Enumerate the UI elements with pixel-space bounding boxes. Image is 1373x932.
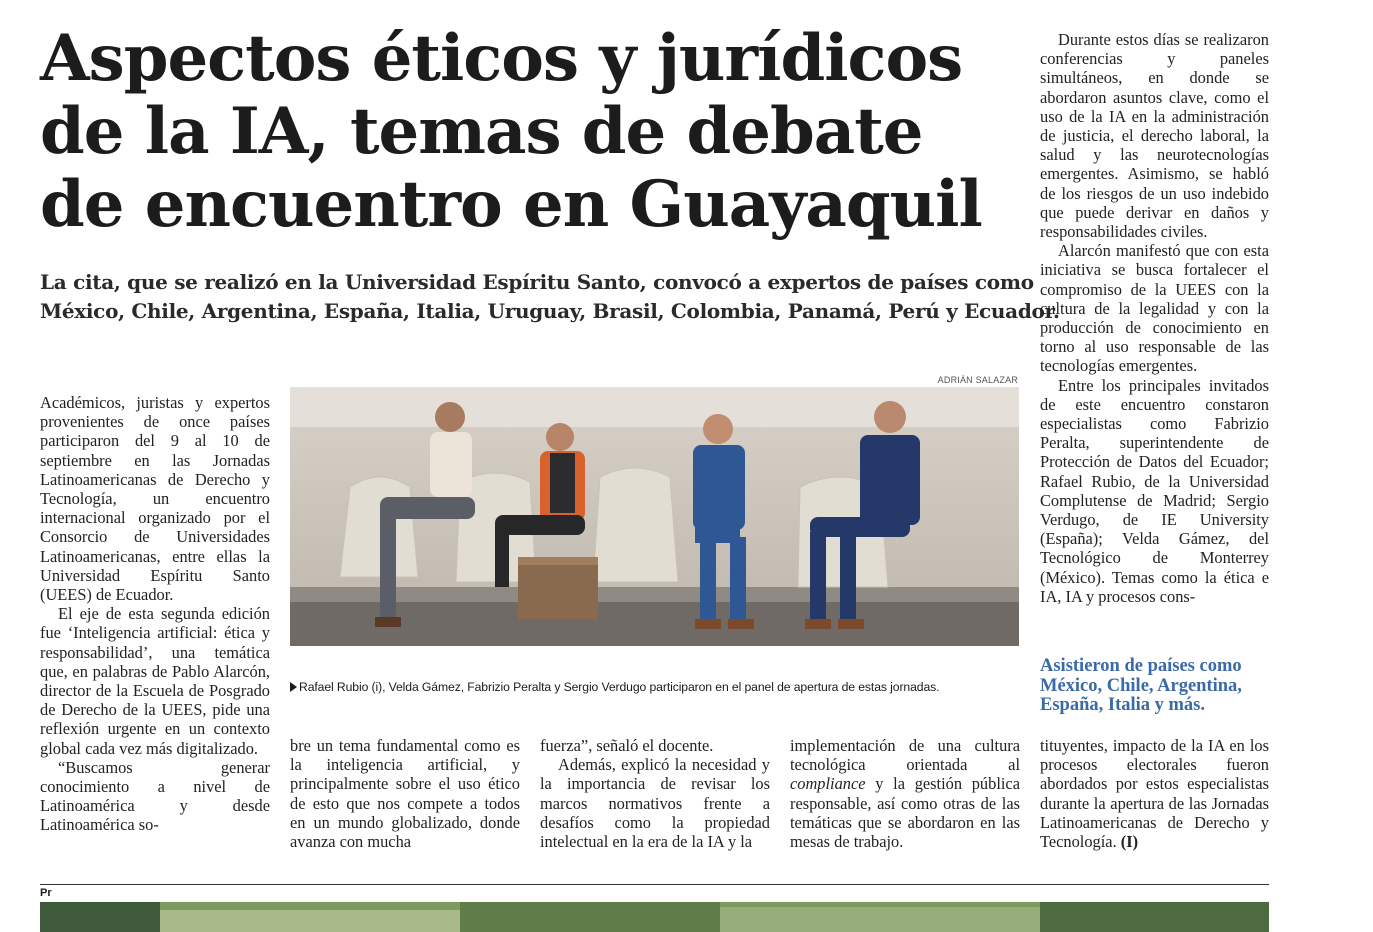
paragraph: Académicos, juristas y expertos provenientes de once países participaron del 9 al 10 de septiembre en las Jornadas Latinoamericanas de Derecho y Tecnología, un encuentro internacional organizado por el Consorcio de Universidades Latinoamericanas, entre ellas la Universidad Espíritu Santo (UEES) de Ecuador.	[40, 393, 270, 605]
pull-quote	[1040, 657, 1280, 716]
pull-quote-line: México, Chile, Argentina,	[1040, 675, 1242, 696]
pull-quote-line: Asistieron de países como	[1040, 656, 1242, 676]
deck-line-1: La cita, que se realizó en la Universidad Espíritu Santo, convocó a expertos de países como	[40, 270, 1034, 294]
paragraph: bre un tema fundamental como es la inteligencia artificial, y principalmente sobre el uso ético de esto que nos compete a todos en un mundo globalizado, donde avanza con mucha	[290, 736, 520, 852]
next-article-photo	[40, 902, 1269, 932]
caption-arrow-icon	[290, 682, 297, 692]
italic-term: compliance	[790, 774, 866, 794]
paragraph	[790, 736, 1020, 851]
caption-text: Rafael Rubio (i), Velda Gámez, Fabrizio Peralta y Sergio Verdugo participaron en el panel de apertura de estas jornadas.	[299, 680, 940, 694]
deck-line-2: México, Chile, Argentina, España, Italia, Uruguay, Brasil, Colombia, Panamá, Perú y Ecuador.	[40, 299, 1060, 323]
pull-quote-line: España, Italia y más.	[1040, 695, 1205, 715]
body-column-3	[540, 736, 770, 851]
paragraph: fuerza”, señaló el docente.	[540, 736, 714, 755]
headline-line-1: Aspectos éticos y jurídicos	[40, 21, 963, 96]
photo-caption	[290, 680, 1030, 694]
paragraph: Entre los principales invitados de este encuentro constaron especialistas como Fabrizio Peralta, superintendente de Protección de Datos del Ecuador; Rafael Rubio, de la Universidad Complutense de Madrid; Sergio Verdugo, de IE University (España); Velda Gámez, del Tecnológico de Monterrey (México). Temas como la ética e IA, IA y procesos cons-	[1040, 375, 1269, 606]
paragraph: Alarcón manifestó que con esta iniciativa se busca fortalecer el compromiso de la UEES con la cultura de la legalidad y con la producción de conocimiento en torno al uso responsable de las tecnologías emergentes.	[1040, 241, 1269, 376]
photo-credit: ADRIÁN SALAZAR	[937, 375, 1018, 385]
next-article-photo-illustration	[40, 902, 1269, 932]
body-column-right-end	[1040, 736, 1269, 851]
body-column-4	[790, 736, 1020, 851]
paragraph	[1040, 736, 1269, 851]
text-run: y la gestión pública responsable, así como otras de las temáticas que se abordaron en las mesas de trabajo.	[790, 774, 1020, 852]
text-run: tituyentes, impacto de la IA en los procesos electorales fueron abordados por estos especialistas durante la apertura de las Jornadas Latinoamericanas de Derecho y Tecnología.	[1040, 736, 1269, 852]
headline-line-3: de encuentro en Guayaquil	[40, 167, 982, 242]
section-tag: Pr	[40, 887, 52, 899]
deck-subheadline	[40, 268, 1060, 326]
body-column-1	[40, 393, 270, 835]
paragraph: Además, explicó la necesidad y la importancia de revisar los marcos normativos frente a desafíos como la propiedad intelectual en la era de la IA y la	[540, 755, 770, 852]
panel-photo-illustration	[290, 387, 1019, 646]
headline	[40, 22, 1030, 241]
paragraph: “Buscamos generar conocimiento a nivel de Latinoamérica y desde Latinoamérica so-	[40, 757, 270, 835]
body-column-right	[1040, 30, 1269, 606]
section-divider	[40, 884, 1269, 885]
body-column-2	[290, 736, 520, 851]
headline-line-2: de la IA, temas de debate	[40, 94, 923, 169]
panel-photo	[290, 387, 1019, 646]
text-run: implementación de una cultura tecnológica orientada al	[790, 736, 1020, 775]
paragraph: Durante estos días se realizaron conferencias y paneles simultáneos, en donde se abordaron asuntos clave, como el uso de la IA en la administración de justicia, el derecho laboral, la salud y las neurotecnologías emergentes. Asimismo, se habló de los riesgos de un uso indebido que puede derivar en daños y responsabilidades civiles.	[1040, 30, 1269, 242]
paragraph: El eje de esta segunda edición fue ‘Inteligencia artificial: ética y responsabilidad’, una temática que, en palabras de Pablo Alarcón, director de la Escuela de Posgrado de Derecho de la UEES, pide una reflexión urgente en un contexto global cada vez más digitalizado.	[40, 604, 270, 758]
signoff: (I)	[1120, 832, 1139, 852]
